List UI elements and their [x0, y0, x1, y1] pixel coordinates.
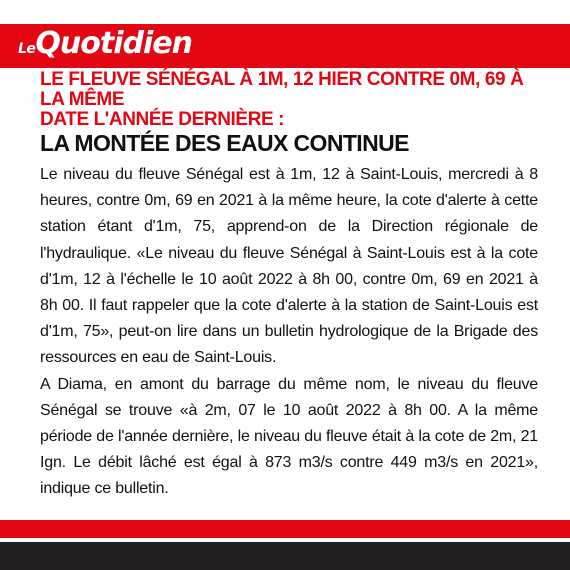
footer-black-stripe — [0, 542, 570, 570]
kicker-line-1: LE FLEUVE SÉNÉGAL À 1M, 12 HIER CONTRE 0M, 69 À LA MÊME — [40, 69, 524, 110]
logo-prefix: Le — [18, 41, 36, 57]
footer-red-stripe — [0, 520, 570, 538]
kicker-line-2: DATE L'ANNÉE DERNIÈRE : — [40, 109, 285, 130]
headline: LA MONTÉE DES EAUX CONTINUE — [40, 130, 409, 156]
paragraph-1: Le niveau du fleuve Sénégal est à 1m, 12 à Saint-Louis, mercredi à 8 heures, contre 0m, 69 en 2021 à la même heure, la cote d'alerte à cette station étant d'1m, 75, apprend-on de la Direction régionale de l'hydraulique. «Le niveau du fleuve Sénégal à Saint-Louis est à la cote d'1m, 12 à l'échelle le 10 août 2022 à 8h 00, contre 0m, 69 en 2021 à 8h 00. Il faut rappeler que la cote d'alerte à la station de Saint-Louis est d'1m, 75», peut-on lire dans un bulletin hydrologique de la Brigade des ressources en eau de Saint-Louis. — [40, 166, 538, 367]
article — [40, 70, 538, 503]
paragraph-2: A Diama, en amont du barrage du même nom, le niveau du fleuve Sénégal se trouve «à 2m, 07 le 10 août 2022 à 8h 00. A la même période de l'année dernière, le niveau du fleuve était à la cote de 2m, 21 Ign. Le débit lâché est égal à 873 m3/s contre 449 m3/s en 2021», indique ce bulletin. — [40, 375, 538, 498]
newspaper-logo — [18, 26, 192, 61]
header-bar — [0, 24, 570, 68]
logo-name: Quotidien — [35, 26, 192, 61]
